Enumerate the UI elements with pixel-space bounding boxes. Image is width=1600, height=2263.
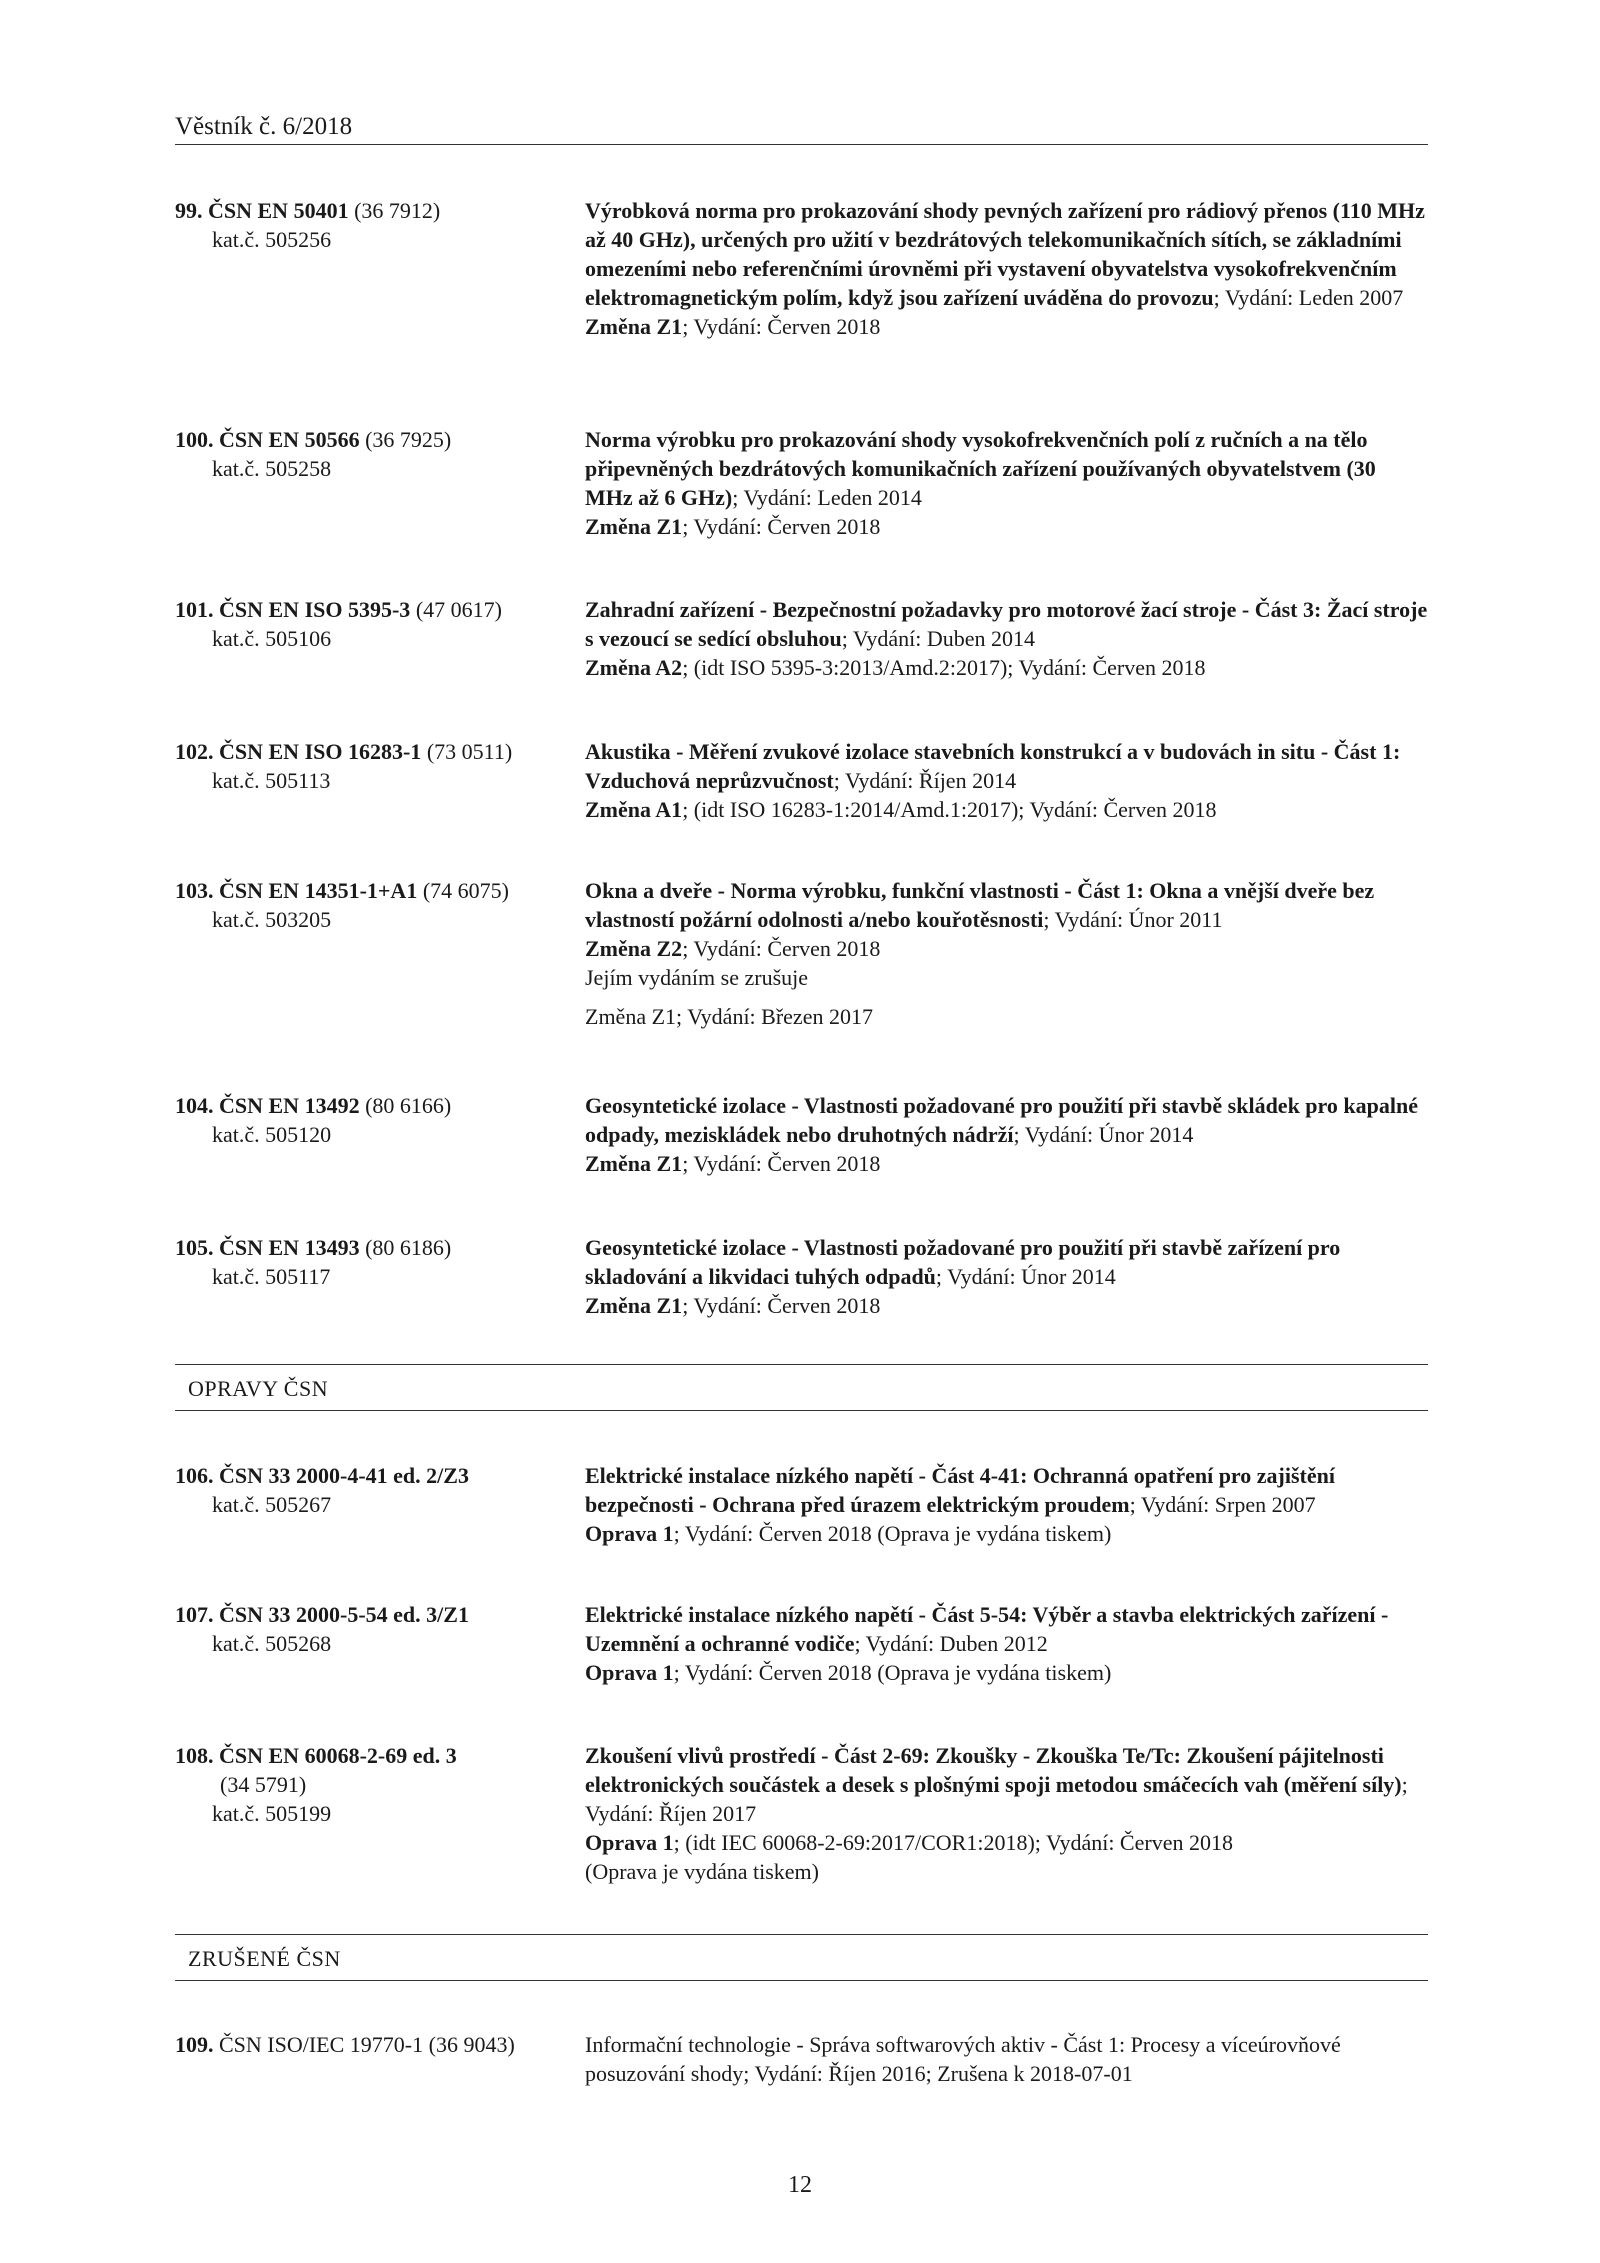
edition-date: ; Vydání: Srpen 2007 bbox=[1129, 1492, 1316, 1517]
section-title-zrusene: ZRUŠENÉ ČSN bbox=[188, 1946, 341, 1971]
catalog-number: kat.č. 505268 bbox=[212, 1631, 332, 1656]
class-code: (36 7912) bbox=[354, 198, 441, 223]
edition-date: ; Vydání: Říjen 2014 bbox=[833, 768, 1017, 793]
entry-number: 108. bbox=[175, 1743, 214, 1768]
edition-date: ; Vydání: Únor 2014 bbox=[1013, 1122, 1194, 1147]
entry-description bbox=[585, 595, 1428, 682]
page-header: Věstník č. 6/2018 bbox=[175, 113, 353, 140]
change-label: Změna A2 bbox=[585, 655, 683, 680]
entry-identifier bbox=[175, 1741, 575, 1828]
cancels-intro: Jejím vydáním se zrušuje bbox=[585, 965, 809, 990]
standard-code: ČSN EN 50401 bbox=[208, 198, 349, 223]
change-date: ; (idt ISO 5395-3:2013/Amd.2:2017); Vydání: Červen 2018 bbox=[682, 655, 1206, 680]
entry-identifier bbox=[175, 595, 575, 653]
entry-number: 109. bbox=[175, 2032, 214, 2057]
class-code: (74 6075) bbox=[422, 878, 509, 903]
cancelled-text: Informační technologie - Správa softwarových aktiv - Část 1: Procesy a víceúrovňové posuzování shody; Vydání: Říjen 2016; Zrušena k 2018-07-01 bbox=[585, 2032, 1341, 2086]
class-code: (47 0617) bbox=[415, 597, 502, 622]
header-divider bbox=[175, 144, 1428, 145]
entry-description bbox=[585, 425, 1428, 541]
standard-title: Zahradní zařízení - Bezpečnostní požadavky pro motorové žací stroje - Část 3: Žací stroje s vezoucí se sedící obsluhou bbox=[585, 597, 1428, 651]
entry-number: 101. bbox=[175, 597, 214, 622]
correction-label: Oprava 1 bbox=[585, 1521, 674, 1546]
correction-note: (Oprava je vydána tiskem) bbox=[585, 1859, 819, 1884]
catalog-number: kat.č. 505199 bbox=[212, 1801, 332, 1826]
entry-identifier bbox=[175, 1091, 575, 1149]
standard-code: ČSN EN ISO 5395-3 bbox=[219, 597, 411, 622]
entry-description bbox=[585, 1091, 1428, 1178]
section-divider-bottom bbox=[175, 1410, 1428, 1411]
correction-date: ; Vydání: Červen 2018 (Oprava je vydána tiskem) bbox=[673, 1660, 1112, 1685]
standard-title: Akustika - Měření zvukové izolace stavebních konstrukcí a v budovách in situ - Část 1: Vzduchová neprůzvučnost bbox=[585, 739, 1401, 793]
class-code: (73 0511) bbox=[426, 739, 513, 764]
entry-description bbox=[585, 876, 1428, 1031]
catalog-number: kat.č. 505117 bbox=[212, 1264, 331, 1289]
standard-title: Norma výrobku pro prokazování shody vysokofrekvenčních polí z ručních a na tělo připevněných bezdrátových komunikačních zařízení používaných obyvatelstvem (30 MHz až 6 GHz) bbox=[585, 427, 1376, 510]
entry-number: 107. bbox=[175, 1602, 214, 1627]
standard-title: Geosyntetické izolace - Vlastnosti požadované pro použití při stavbě zařízení pro skladování a likvidaci tuhých odpadů bbox=[585, 1235, 1341, 1289]
standard-title: Elektrické instalace nízkého napětí - Část 5-54: Výběr a stavba elektrických zařízení - Uzemnění a ochranné vodiče bbox=[585, 1602, 1389, 1656]
entry-identifier bbox=[175, 737, 575, 795]
change-date: ; Vydání: Červen 2018 bbox=[682, 936, 881, 961]
edition-date: ; Vydání: Únor 2011 bbox=[1043, 907, 1223, 932]
edition-date: ; Vydání: Duben 2012 bbox=[854, 1631, 1048, 1656]
entry-number: 105. bbox=[175, 1235, 214, 1260]
catalog-number: kat.č. 505256 bbox=[212, 227, 332, 252]
change-date: ; Vydání: Červen 2018 bbox=[682, 1293, 881, 1318]
entry-identifier bbox=[175, 876, 575, 934]
change-label: Změna Z1 bbox=[585, 314, 683, 339]
section-divider-top bbox=[175, 1934, 1428, 1935]
correction-label: Oprava 1 bbox=[585, 1830, 674, 1855]
entry-identifier bbox=[175, 196, 575, 254]
change-date: ; Vydání: Červen 2018 bbox=[682, 314, 881, 339]
entry-number: 103. bbox=[175, 878, 214, 903]
standard-code: ČSN EN 50566 bbox=[219, 427, 360, 452]
catalog-number: kat.č. 505120 bbox=[212, 1122, 332, 1147]
entry-description bbox=[585, 1233, 1428, 1320]
change-label: Změna Z1 bbox=[585, 1293, 683, 1318]
entry-description bbox=[585, 1461, 1428, 1548]
entry-identifier bbox=[175, 1600, 575, 1658]
catalog-number: kat.č. 503205 bbox=[212, 907, 332, 932]
catalog-number: kat.č. 505113 bbox=[212, 768, 331, 793]
edition-date: ; Vydání: Leden 2014 bbox=[732, 485, 922, 510]
change-label: Změna Z2 bbox=[585, 936, 683, 961]
standard-code: ČSN EN 13493 bbox=[219, 1235, 360, 1260]
standard-code: ČSN ISO/IEC 19770-1 (36 9043) bbox=[219, 2032, 515, 2057]
class-code: (36 7925) bbox=[365, 427, 452, 452]
entry-description bbox=[585, 1741, 1428, 1886]
section-divider-bottom bbox=[175, 1980, 1428, 1981]
standard-title: Výrobková norma pro prokazování shody pevných zařízení pro rádiový přenos (110 MHz až 40 GHz), určených pro užití v bezdrátových telekomunikačních sítích, se základními omezeními nebo referenčními úrovněmi při vystavení obyvatelstva vysokofrekvenčním elektromagnetickým polím, když jsou zařízení uváděna do provozu bbox=[585, 198, 1425, 310]
edition-date: ; Vydání: Říjen 2017 bbox=[585, 1772, 1408, 1826]
entry-identifier bbox=[175, 425, 575, 483]
standard-code: ČSN EN 14351-1+A1 bbox=[219, 878, 418, 903]
standard-code: ČSN EN 60068-2-69 ed. 3 bbox=[219, 1743, 457, 1768]
edition-date: ; Vydání: Leden 2007 bbox=[1213, 285, 1404, 310]
standard-code: ČSN EN 13492 bbox=[219, 1093, 360, 1118]
correction-label: Oprava 1 bbox=[585, 1660, 674, 1685]
entry-description bbox=[585, 2030, 1428, 2088]
catalog-number: kat.č. 505267 bbox=[212, 1492, 332, 1517]
entry-identifier bbox=[175, 1233, 575, 1291]
section-title-opravy: OPRAVY ČSN bbox=[188, 1376, 329, 1401]
change-label: Změna Z1 bbox=[585, 1151, 683, 1176]
page-number: 12 bbox=[788, 2172, 812, 2198]
standard-code: ČSN 33 2000-4-41 ed. 2/Z3 bbox=[219, 1463, 469, 1488]
cancelled-change: Změna Z1; Vydání: Březen 2017 bbox=[585, 1004, 873, 1029]
change-date: ; (idt ISO 16283-1:2014/Amd.1:2017); Vydání: Červen 2018 bbox=[682, 797, 1217, 822]
change-date: ; Vydání: Červen 2018 bbox=[682, 514, 881, 539]
correction-date: ; Vydání: Červen 2018 (Oprava je vydána tiskem) bbox=[673, 1521, 1112, 1546]
entry-identifier bbox=[175, 1461, 575, 1519]
entry-identifier bbox=[175, 2030, 575, 2059]
section-divider-top bbox=[175, 1364, 1428, 1365]
class-code: (80 6166) bbox=[365, 1093, 452, 1118]
change-date: ; Vydání: Červen 2018 bbox=[682, 1151, 881, 1176]
catalog-number: kat.č. 505106 bbox=[212, 626, 332, 651]
change-label: Změna A1 bbox=[585, 797, 683, 822]
correction-date: ; (idt IEC 60068-2-69:2017/COR1:2018); Vydání: Červen 2018 bbox=[673, 1830, 1233, 1855]
edition-date: ; Vydání: Duben 2014 bbox=[841, 626, 1036, 651]
entry-number: 100. bbox=[175, 427, 214, 452]
edition-date: ; Vydání: Únor 2014 bbox=[935, 1264, 1116, 1289]
entry-number: 102. bbox=[175, 739, 214, 764]
entry-number: 104. bbox=[175, 1093, 214, 1118]
entry-description bbox=[585, 737, 1428, 824]
entry-number: 106. bbox=[175, 1463, 214, 1488]
entry-description bbox=[585, 196, 1428, 341]
change-label: Změna Z1 bbox=[585, 514, 683, 539]
catalog-number: kat.č. 505258 bbox=[212, 456, 332, 481]
entry-description bbox=[585, 1600, 1428, 1687]
standard-title: Okna a dveře - Norma výrobku, funkční vlastnosti - Část 1: Okna a vnější dveře bez vlastností požární odolnosti a/nebo kouřotěsnosti bbox=[585, 878, 1375, 932]
standard-code: ČSN 33 2000-5-54 ed. 3/Z1 bbox=[219, 1602, 469, 1627]
class-code: (80 6186) bbox=[365, 1235, 452, 1260]
class-code: (34 5791) bbox=[220, 1772, 307, 1797]
standard-title: Elektrické instalace nízkého napětí - Část 4-41: Ochranná opatření pro zajištění bezpečnosti - Ochrana před úrazem elektrickým proudem bbox=[585, 1463, 1335, 1517]
standard-title: Zkoušení vlivů prostředí - Část 2-69: Zkoušky - Zkouška Te/Tc: Zkoušení pájitelnosti elektronických součástek a desek s plošnými spoji metodou smáčecích vah (měření síly) bbox=[585, 1743, 1402, 1797]
entry-number: 99. bbox=[175, 198, 203, 223]
standard-code: ČSN EN ISO 16283-1 bbox=[219, 739, 422, 764]
standard-title: Geosyntetické izolace - Vlastnosti požadované pro použití při stavbě skládek pro kapalné odpady, meziskládek nebo druhotných nádrží bbox=[585, 1093, 1418, 1147]
